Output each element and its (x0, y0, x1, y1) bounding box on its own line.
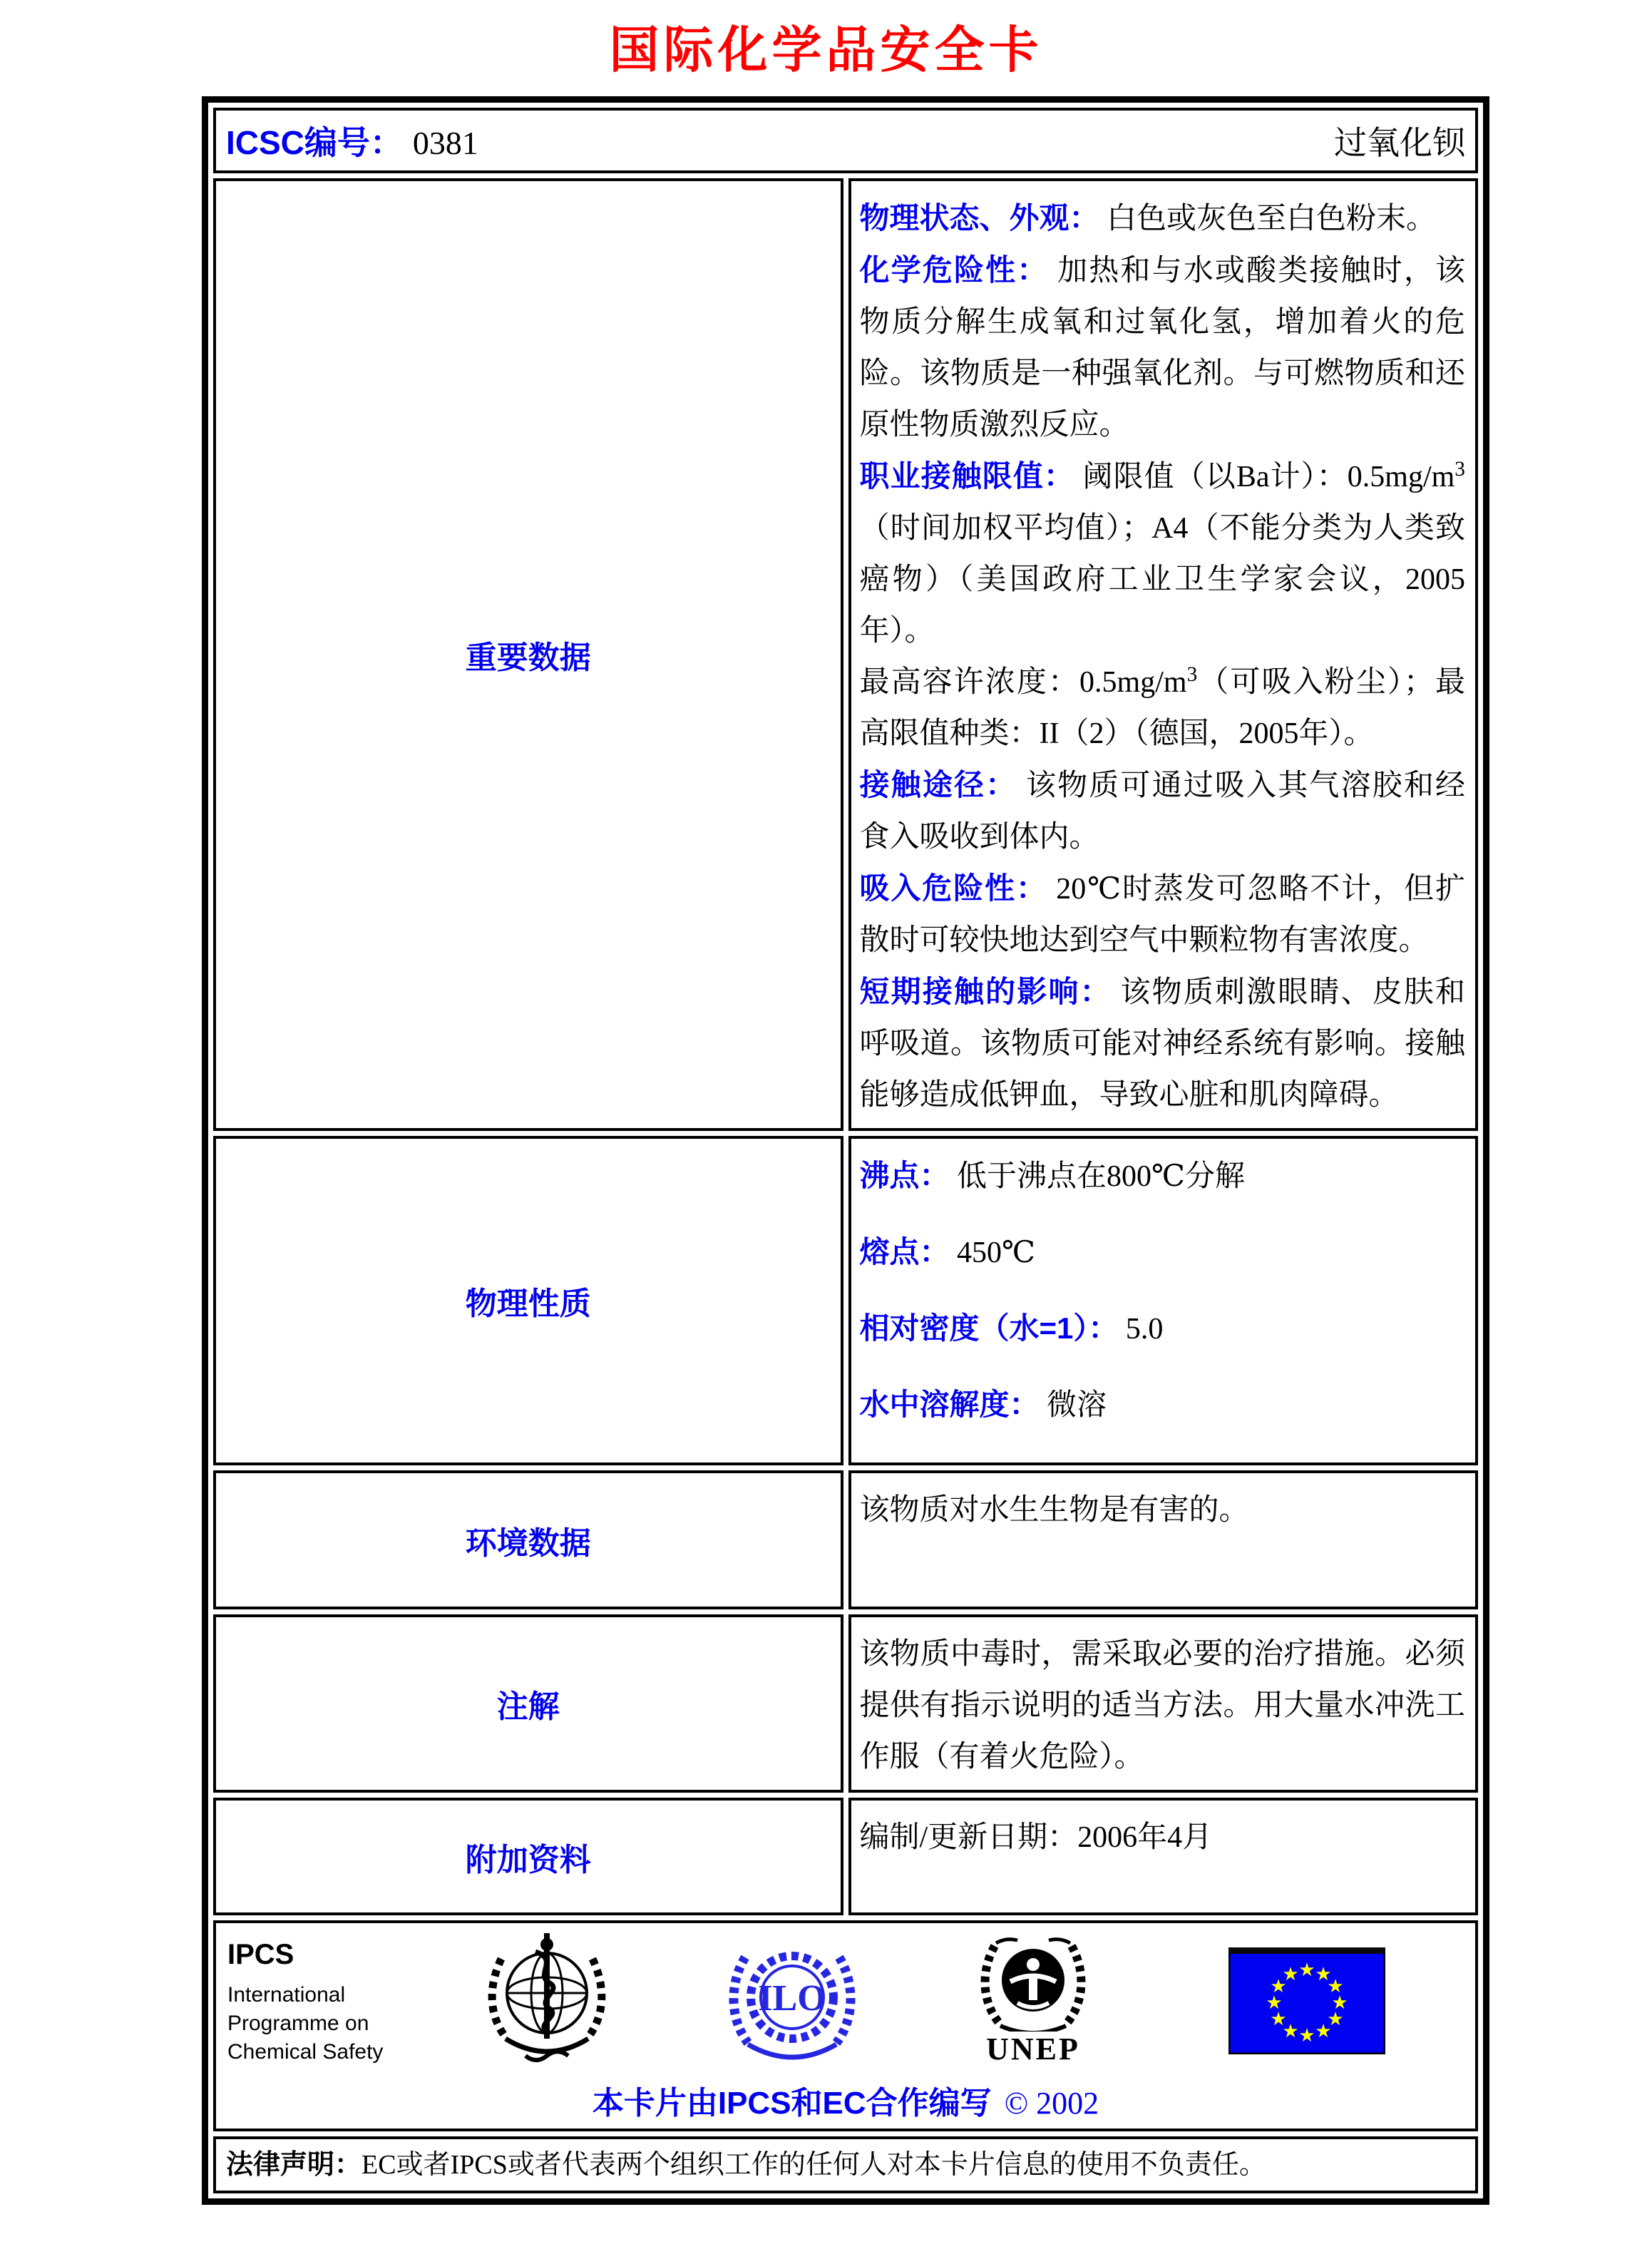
header-row (213, 108, 1478, 173)
icsc-card-table (202, 96, 1489, 2205)
svg-text:★: ★ (1298, 1960, 1315, 1981)
paragraph: 相对密度（水=1）： 5.0 (859, 1311, 1164, 1346)
paragraph: 物理状态、外观： 白色或灰色至白色粉末。 (859, 201, 1437, 235)
paragraph: 吸入危险性： 20℃时蒸发可忽略不计，但扩散时可较快地达到空气中颗粒物有害浓度。 (859, 871, 1465, 957)
section-row-notes (213, 1614, 1478, 1793)
ipcs-text-block (227, 1939, 383, 2066)
who-logo-icon (480, 1930, 614, 2073)
paragraph: 接触途径： 该物质可通过吸入其气溶胶和经食入吸收到体内。 (859, 768, 1465, 854)
section-row-physical-properties (213, 1136, 1478, 1465)
legal-row (213, 2136, 1478, 2193)
svg-text:★: ★ (1327, 1976, 1344, 1997)
header-cell (213, 108, 1478, 173)
svg-text:★: ★ (1327, 2009, 1344, 2030)
icsc-document-page (0, 10, 1652, 2264)
section-label-physical-properties: 物理性质 (213, 1136, 843, 1465)
section-label-important-data: 重要数据 (213, 178, 843, 1131)
eu-flag-icon (1228, 1947, 1385, 2054)
page-title: 国际化学品安全卡 (609, 24, 1043, 78)
svg-text:★: ★ (1270, 1976, 1287, 1997)
paragraph: 最高容许浓度：$0.5mg/m^3$（可吸入粉尘）；最高限值种类：II（2）（德国，2005年）。 (859, 663, 1465, 750)
section-row-additional-information (213, 1798, 1478, 1915)
svg-text:★: ★ (1282, 1964, 1299, 1985)
footer-caption (223, 2077, 1468, 2123)
footer-cell (213, 1920, 1478, 2131)
ipcs-line-1: International (227, 1983, 346, 2007)
svg-text:ILO: ILO (758, 1978, 826, 2019)
icsc-number-group (226, 117, 478, 164)
paragraph: 该物质中毒时，需采取必要的治疗措施。必须提供有指示说明的适当方法。用大量水冲洗工作服（有着火危险）。 (859, 1638, 1465, 1773)
svg-text:★: ★ (1282, 2021, 1299, 2042)
chemical-name: 过氧化钡 (1334, 125, 1465, 161)
section-content-physical-properties (848, 1136, 1479, 1465)
paragraph: 化学危险性： 加热和与水或酸类接触时，该物质分解生成氧和过氧化氢，增加着火的危险。该物质是一种强氧化剂。与可燃物质和还原性物质激烈反应。 (859, 253, 1465, 441)
section-row-important-data (213, 178, 1478, 1131)
svg-text:★: ★ (1270, 2009, 1287, 2030)
section-content-notes (848, 1614, 1479, 1793)
svg-text:★: ★ (1298, 2025, 1315, 2047)
section-content-additional-information (848, 1798, 1479, 1915)
paragraph: 该物质对水生生物是有害的。 (859, 1494, 1249, 1527)
ilo-logo-icon (727, 1939, 858, 2067)
paragraph: 编制/更新日期：2006年4月 (859, 1821, 1213, 1854)
section-label-environmental-data: 环境数据 (213, 1470, 843, 1609)
unep-label: UNEP (986, 2032, 1080, 2066)
section-content-environmental-data (848, 1470, 1479, 1609)
paragraph: 熔点： 450℃ (859, 1235, 1035, 1269)
icsc-number-value: 0381 (412, 125, 478, 161)
svg-text:★: ★ (1331, 1992, 1348, 2014)
footer-copyright: © 2002 (1004, 2086, 1099, 2121)
legal-text: EC或者IPCS或者代表两个组织工作的任何人对本卡片信息的使用不负责任。 (361, 2150, 1266, 2180)
section-label-notes: 注解 (213, 1614, 843, 1793)
paragraph: 短期接触的影响： 该物质刺激眼睛、皮肤和呼吸道。该物质可能对神经系统有影响。接触能够造成低钾血，导致心脏和肌肉障碍。 (859, 975, 1465, 1112)
paragraph: 水中溶解度： 微溶 (859, 1388, 1107, 1422)
svg-text:★: ★ (1315, 1964, 1332, 1985)
svg-text:★: ★ (1315, 2021, 1332, 2042)
section-label-additional-information: 附加资料 (213, 1798, 843, 1915)
logos-area (223, 1927, 1468, 2076)
ipcs-title: IPCS (227, 1939, 294, 1970)
unep-logo-icon (976, 1935, 1090, 2032)
section-row-environmental-data (213, 1470, 1478, 1609)
footer-caption-text: 本卡片由IPCS和EC合作编写 (592, 2086, 992, 2121)
icsc-number-label: ICSC编号： (226, 124, 403, 161)
ipcs-line-3: Chemical Safety (227, 2040, 384, 2064)
legal-label: 法律声明： (226, 2150, 362, 2180)
section-content-important-data (848, 178, 1479, 1131)
paragraph: 职业接触限值： 阈限值（以Ba计）：$0.5mg/m^3$（时间加权平均值）；A4（不能分类为人类致癌物）（美国政府工业卫生学家会议，2005年）。 (859, 458, 1465, 647)
footer-row (213, 1920, 1478, 2131)
ipcs-line-2: Programme on (227, 2012, 369, 2035)
svg-text:★: ★ (1266, 1992, 1283, 2014)
legal-cell (213, 2136, 1478, 2193)
paragraph: 沸点： 低于沸点在800℃分解 (859, 1159, 1245, 1193)
unep-logo-block (976, 1935, 1090, 2067)
